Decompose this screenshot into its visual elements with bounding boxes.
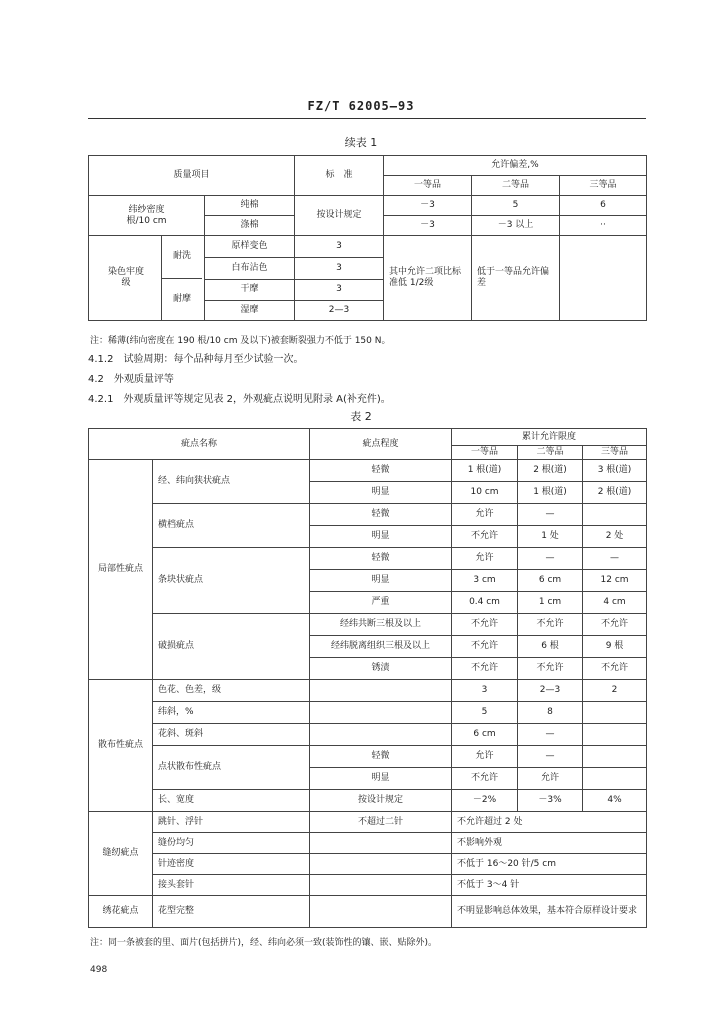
t2-value: 不低于 3～4 针 <box>452 875 647 896</box>
t2-value: 不明显影响总体效果，基本符合原样设计要求 <box>452 896 647 928</box>
t2-value: 不允许 <box>452 768 518 790</box>
t1-remark-b: 低于一等品允许偏差 <box>472 236 560 321</box>
t2-value: — <box>518 548 583 570</box>
t1-pure-g1: －3 <box>384 196 472 216</box>
t2-value: 允许 <box>518 768 583 790</box>
t1-remark-a: 其中允许二项比标准低 1/2级 <box>384 236 472 321</box>
t2-value: 1 根(道) <box>518 482 583 504</box>
t2-stitch-even: 缝份均匀 <box>153 833 310 854</box>
t1-wet-value: 2—3 <box>295 300 384 320</box>
t1-per-design: 按设计规定 <box>295 196 384 236</box>
t2-value: 2 <box>583 680 647 702</box>
t2-value: 6 cm <box>452 724 518 746</box>
t2-value: 不允许 <box>518 658 583 680</box>
t2-value <box>583 768 647 790</box>
t2-value: 4 cm <box>583 592 647 614</box>
t2-value: 不允许超过 2 处 <box>452 812 647 833</box>
t2-value: 允许 <box>452 548 518 570</box>
t1-poly-g2: －3 以上 <box>472 216 560 236</box>
t2-value: 不低于 16～20 针/5 cm <box>452 854 647 875</box>
t2-strip-block: 条块状疵点 <box>153 548 310 614</box>
t2-broken: 破损疵点 <box>153 614 310 680</box>
t2-cat-local: 局部性疵点 <box>89 460 153 680</box>
t2-value: －3% <box>518 790 583 812</box>
t1-header-standard: 标 准 <box>295 156 384 196</box>
para-4-1-2: 4.1.2 试验周期：每个品种每月至少试验一次。 <box>88 354 304 365</box>
table2-caption: 表 2 <box>350 410 372 423</box>
t2-degree-design: 按设计规定 <box>310 790 452 812</box>
t2-degree-obvious: 明显 <box>310 526 452 548</box>
t1-poly-g1: －3 <box>384 216 472 236</box>
t2-value: — <box>518 746 583 768</box>
t2-value: 2 根(道) <box>518 460 583 482</box>
t2-value: 3 cm <box>452 570 518 592</box>
t2-value: 1 cm <box>518 592 583 614</box>
t1-header-tolerance: 允许偏差,% <box>384 156 647 176</box>
t2-length-width: 长、宽度 <box>153 790 310 812</box>
t2-degree-empty <box>310 680 452 702</box>
t2-degree-empty <box>310 833 452 854</box>
t1-pure-cotton: 纯棉 <box>205 196 295 216</box>
t2-value: — <box>518 504 583 526</box>
t2-degree-slight: 轻微 <box>310 460 452 482</box>
t2-degree-warp-detach: 经纬脱离组织三根及以上 <box>310 636 452 658</box>
t2-cat-embroidery: 绣花疵点 <box>89 896 153 928</box>
t1-fastness-label <box>89 236 205 321</box>
t2-header-g2: 二等品 <box>518 446 583 460</box>
t2-degree-empty <box>310 854 452 875</box>
t2-header-g3: 三等品 <box>583 446 647 460</box>
page-number: 498 <box>90 965 108 975</box>
t1-stain-value: 3 <box>295 258 384 279</box>
t2-header-g1: 一等品 <box>452 446 518 460</box>
t1-pure-g2: 5 <box>472 196 560 216</box>
t1-dry-rub: 干摩 <box>205 279 295 300</box>
t2-degree-obvious: 明显 <box>310 570 452 592</box>
para-4-2-1: 4.2.1 外观质量评等规定见表 2，外观疵点说明见附录 A(补充件)。 <box>88 394 391 405</box>
table2 <box>88 428 647 928</box>
t2-value: 12 cm <box>583 570 647 592</box>
t2-degree-slight: 轻微 <box>310 746 452 768</box>
t2-weft-skew: 纬斜，% <box>153 702 310 724</box>
t1-header-grade3: 三等品 <box>560 176 647 196</box>
t2-value: 2 处 <box>583 526 647 548</box>
t1-pure-g3: 6 <box>560 196 647 216</box>
t2-value: －2% <box>452 790 518 812</box>
t2-value: 允许 <box>452 746 518 768</box>
t1-density-label-line2: 根/10 cm <box>126 215 167 226</box>
t2-degree-stain: 锈渍 <box>310 658 452 680</box>
t2-degree-empty <box>310 702 452 724</box>
t2-pattern-complete: 花型完整 <box>153 896 310 928</box>
t2-degree-empty <box>310 896 452 928</box>
t2-value: 允许 <box>452 504 518 526</box>
t1-fade-value: 3 <box>295 236 384 258</box>
t2-value: 不允许 <box>583 614 647 636</box>
t2-value: — <box>583 548 647 570</box>
t2-value: 9 根 <box>583 636 647 658</box>
t2-value <box>583 702 647 724</box>
t2-value: 不允许 <box>452 658 518 680</box>
t2-value: 10 cm <box>452 482 518 504</box>
t2-skip-stitch: 跳针、浮针 <box>153 812 310 833</box>
t2-header-limit: 累计允许限度 <box>452 429 647 446</box>
t2-stitch-density: 针迹密度 <box>153 854 310 875</box>
t2-value <box>583 746 647 768</box>
t1-dry-value: 3 <box>295 279 384 300</box>
t1-white-stain: 白布沾色 <box>205 258 295 279</box>
t1-header-grade2: 二等品 <box>472 176 560 196</box>
t1-header-item: 质量项目 <box>89 156 295 196</box>
t2-value: 不允许 <box>452 636 518 658</box>
t2-value: 不允许 <box>452 526 518 548</box>
t1-fastness-label-line1: 染色牢度 <box>107 267 144 277</box>
t2-degree-severe: 严重 <box>310 592 452 614</box>
t2-color-shade: 色花、色差，级 <box>153 680 310 702</box>
t1-original-fade: 原样变色 <box>205 236 295 258</box>
t1-rubbing: 耐摩 <box>172 293 191 304</box>
t1-fastness-label-line2: 级 <box>121 278 131 288</box>
t1-density-label <box>89 196 205 236</box>
t2-value: 5 <box>452 702 518 724</box>
t2-degree-obvious: 明显 <box>310 482 452 504</box>
t2-value: 不允许 <box>583 658 647 680</box>
t2-value: — <box>518 724 583 746</box>
t2-warp-weft: 经、纬向狭状疵点 <box>153 460 310 504</box>
t1-poly-g3: ·· <box>560 216 647 236</box>
t2-degree-two-stitch: 不超过二针 <box>310 812 452 833</box>
t2-horizontal: 横档疵点 <box>153 504 310 548</box>
t2-value: 1 根(道) <box>452 460 518 482</box>
document-id: FZ/T 62005—93 <box>307 99 415 113</box>
t2-value: 6 根 <box>518 636 583 658</box>
t2-value: 6 cm <box>518 570 583 592</box>
t2-value: 2—3 <box>518 680 583 702</box>
t2-cat-sewing: 缝纫疵点 <box>89 812 153 896</box>
para-4-2: 4.2 外观质量评等 <box>88 374 174 385</box>
t2-degree-empty <box>310 724 452 746</box>
t2-cat-scatter: 散布性疵点 <box>89 680 153 812</box>
t1-polyester-cotton: 涤棉 <box>205 216 295 236</box>
t2-value: 4% <box>583 790 647 812</box>
t2-value: 2 根(道) <box>583 482 647 504</box>
t2-value: 8 <box>518 702 583 724</box>
t2-value: 3 <box>452 680 518 702</box>
t1-empty-cell <box>560 236 647 321</box>
t2-dotted: 点状散布性疵点 <box>153 746 310 790</box>
t2-header-name: 疵点名称 <box>89 429 310 460</box>
t2-value <box>583 504 647 526</box>
t2-degree-empty <box>310 875 452 896</box>
t1-density-label-line1: 纬纱密度 <box>128 204 165 215</box>
t2-degree-obvious: 明显 <box>310 768 452 790</box>
t2-pattern-skew: 花斜、斑斜 <box>153 724 310 746</box>
t2-value <box>583 724 647 746</box>
t2-header-degree: 疵点程度 <box>310 429 452 460</box>
header-rule <box>88 118 646 119</box>
t2-value: 1 处 <box>518 526 583 548</box>
t2-degree-warp-broken: 经纬共断三根及以上 <box>310 614 452 636</box>
t2-value: 不允许 <box>452 614 518 636</box>
t1-header-grade1: 一等品 <box>384 176 472 196</box>
table2-note: 注：同一条被套的里、面片(包括拼片)，经、纬向必须一致(装饰性的镶、嵌、贴除外)。 <box>90 938 438 948</box>
t2-value: 不影响外观 <box>452 833 647 854</box>
t2-value: 3 根(道) <box>583 460 647 482</box>
t2-value: 0.4 cm <box>452 592 518 614</box>
t1-washing: 耐洗 <box>162 236 202 279</box>
t1-wet-rub: 湿摩 <box>205 300 295 320</box>
t2-degree-slight: 轻微 <box>310 504 452 526</box>
table1 <box>88 155 647 321</box>
table1-note: 注：稀薄(纬向密度在 190 根/10 cm 及以下)被套断裂强力不低于 150 N。 <box>90 336 391 346</box>
table1-caption: 续表 1 <box>344 136 378 149</box>
t2-value: 不允许 <box>518 614 583 636</box>
t2-degree-slight: 轻微 <box>310 548 452 570</box>
t2-joint-stitch: 接头套针 <box>153 875 310 896</box>
